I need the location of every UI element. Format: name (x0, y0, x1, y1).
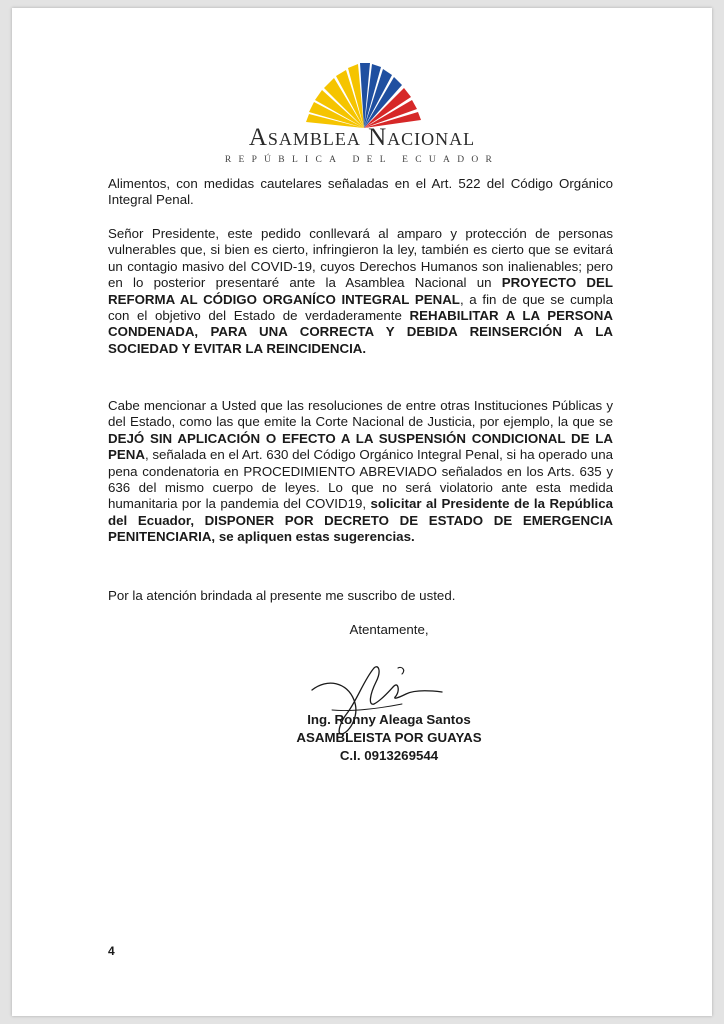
signatory-role: ASAMBLEISTA POR GUAYAS (296, 730, 482, 745)
organization-subtitle: REPÚBLICA DEL ECUADOR (224, 155, 500, 165)
paragraph-text: , a fin de que se cumpla con el objetivo del Estado de verdaderamente (108, 291, 614, 324)
paragraph-4 (108, 588, 613, 604)
closing-salutation: Atentamente, (349, 622, 429, 637)
paragraph-3 (108, 398, 613, 546)
document-page (12, 8, 712, 1016)
signatory-id: C.I. 0913269544 (339, 748, 439, 763)
paragraph-text: Señor Presidente, este pedido conllevará al amparo y protección de personas vulnerables que, si bien es cierto, infringieron la ley, también es cierto que se evitará un contagio masivo del COVID-19, cuyos Derechos Humanos son inalienables; pero en lo posterior presentaré ante la Asamblea Nacional un (108, 226, 613, 291)
paragraph-2 (108, 226, 613, 357)
bold-text: solicitar al Presidente de la República del Ecuador, DISPONER POR DECRETO DE ESTADO DE EMERGENCIA PENITENCIARIA, se apliquen estas sugerencias. (108, 496, 614, 545)
bold-text: REHABILITAR A LA PERSONA CONDENADA, PARA UNA CORRECTA Y DEBIDA REINSERCIÓN A LA SOCIEDAD Y EVITAR LA REINCIDENCIA. (108, 308, 613, 356)
letterhead (12, 8, 712, 178)
paragraph-text: Cabe mencionar a Usted que las resoluciones de entre otras Instituciones Públicas y del Estado, como las que emite la Corte Nacional de Justicia, por ejemplo, la que se (108, 398, 613, 430)
paragraph-text: Alimentos, con medidas cautelares señaladas en el Art. 522 del Código Orgánico Integral Penal. (108, 176, 613, 208)
organization-name: Asamblea Nacional (248, 124, 476, 151)
paragraph-1 (108, 176, 613, 209)
bold-text: PROYECTO DEL REFORMA AL CÓDIGO ORGANÍCO INTEGRAL PENAL (108, 275, 613, 307)
bold-text: DEJÓ SIN APLICACIÓN O EFECTO A LA SUSPENSIÓN CONDICIONAL DE LA PENA (108, 430, 613, 463)
asamblea-logo-icon (302, 56, 427, 128)
signatory-name: Ing. Ronny Aleaga Santos (307, 712, 471, 727)
page-number: 4 (108, 944, 115, 958)
paragraph-text: Por la atención brindada al presente me suscribo de usted. (108, 588, 456, 603)
paragraph-text: , señalada en el Art. 630 del Código Orgánico Integral Penal, si ha operado una pena condenatoria en PROCEDIMIENTO ABREVIADO señalados en los Arts. 635 y 636 del mismo cuerpo de leyes. Lo que no será violatorio ante esta medida humanitaria por la pandemia del COVID19, (108, 447, 613, 512)
